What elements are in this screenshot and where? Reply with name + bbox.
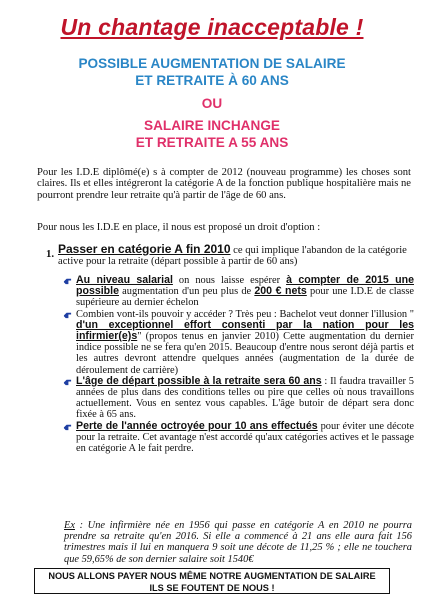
page-title: Un chantage inacceptable ! (60, 14, 364, 40)
intro-option-paragraph: Pour nous les I.D.E en place, il nous est proposé un droit d'option : (37, 222, 321, 233)
bullet-retirement-hl: L'âge de départ possible à la retraite sera 60 ans (76, 374, 322, 387)
footer-line-2: ILS SE FOUTENT DE NOUS ! (149, 583, 275, 593)
bullet-lost-year-hl: Perte de l'année octroyée pour 10 ans effectués (76, 419, 318, 432)
footer-box (34, 568, 390, 594)
bullet-salary (76, 275, 414, 309)
bullet-lost-year-text: pour éviter une décote pour la retraite. Cet avantage n'est accordé qu'aux catégories actives et le passage en catégorie A le fait perdre. (76, 420, 414, 455)
option-1 (58, 244, 410, 268)
example-label: Ex (64, 520, 75, 531)
bullet-access-hl: d'un exceptionnel effort consenti par la nation pour les infirmier(e)s (76, 318, 414, 343)
option-number: 1. (46, 248, 55, 260)
hand-pointing-bullet-icon (63, 310, 72, 319)
bullet-retirement-text: : Il faudra travailler 5 années de plus dans des conditions telles ou pire que celles où nous travaillons actuellement. Vous en sentez vous capables. L'âge butoir de départ sera donc fixée à 65 ans. (76, 375, 414, 421)
headline-line-3: OU (201, 96, 223, 111)
intro-paragraph: Pour les I.D.E diplômé(e) s à compter de 2012 (nouveau programme) les choses sont claires. Ils et elles intégreront la catégorie A de la fonction publique hospitalière mais ne pourront prendre leur retraite qu'à partir de l'âge de 60 ans. (37, 167, 411, 201)
bullet-access (76, 309, 414, 376)
headline-line-2: ET RETRAITE À 60 ANS (135, 73, 289, 88)
bullet-salary-text-1: on nous laisse espérer (172, 275, 287, 286)
bullet-salary-text-2: augmentation d'un peu plus de (118, 286, 255, 298)
bullet-access-text-2: " (propos tenus en janvier 2010) Cette augmentation du dernier indice possible ne se fera qu'en 2015. Beaucoup d'entre nous seront déjà partis et les autres devront attendre quelques années (augmentation de la durée de déroulement de carrière) (76, 331, 414, 376)
headline-line-4: SALAIRE INCHANGE (144, 118, 280, 133)
option-1-lead: Passer en catégorie A fin 2010 (58, 242, 231, 256)
bullet-list (76, 275, 414, 454)
bullet-lost-year (76, 421, 414, 455)
hand-pointing-bullet-icon (63, 276, 72, 285)
bullet-salary-hl-1: Au niveau salarial (76, 274, 173, 286)
headline-line-5: ET RETRAITE A 55 ANS (135, 135, 289, 150)
option-1-text: ce qui implique l'abandon de la catégorie active pour la retraite (départ possible à partir de 60 ans) (58, 245, 407, 268)
footer-line-1: NOUS ALLONS PAYER NOUS MÊME NOTRE AUGMENTATION DE SALAIRE (48, 571, 376, 581)
hand-pointing-bullet-icon (63, 422, 72, 431)
example-text: : Une infirmière née en 1956 qui passe en catégorie A en 2010 ne pourra prendre sa retraite qu'en 2016. Si elle a commencé à 21 ans elle aura fait 156 trimestres mais il lui en manquera 9 soit une décote de 11,25 % ; elle ne touchera que 59,65% de son dernier salaire soit 1540€ (64, 520, 412, 565)
bullet-access-text-1: Combien vont-ils pouvoir y accéder ? Très peu : Bachelot veut donner l'illusion " (76, 308, 414, 320)
bullet-salary-hl-3: 200 € nets (254, 285, 307, 298)
headline-line-1: POSSIBLE AUGMENTATION DE SALAIRE (78, 56, 346, 71)
hand-pointing-bullet-icon (63, 377, 72, 386)
example-paragraph (64, 520, 412, 565)
bullet-retirement-age (76, 376, 414, 421)
bullet-salary-text-3: pour une I.D.E de classe supérieure au dernier échelon (76, 286, 414, 309)
bullet-salary-hl-2: à compter de 2015 une possible (76, 274, 414, 298)
